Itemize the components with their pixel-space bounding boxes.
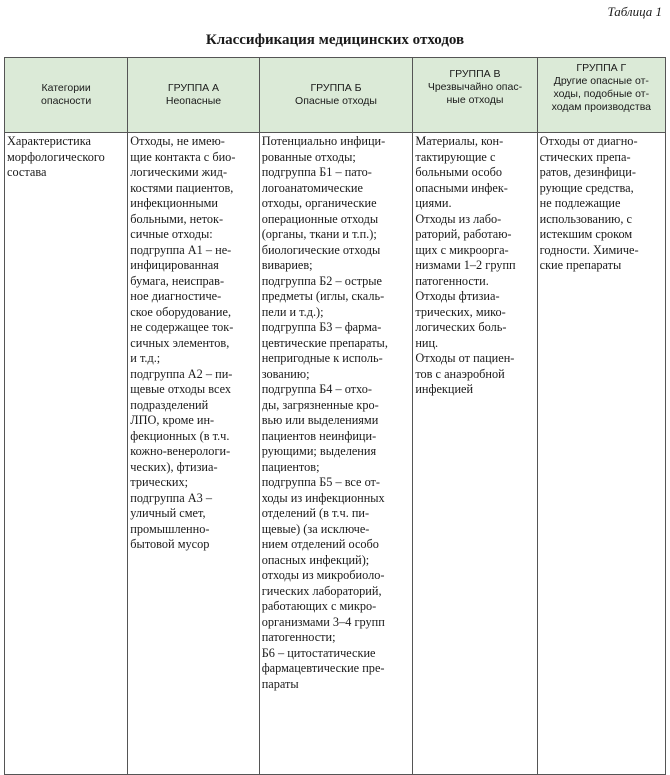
text-line: подгруппа Б3 – фарма- bbox=[261, 320, 382, 334]
text-line: подгруппа А1 – не- bbox=[130, 242, 232, 257]
header-group-v bbox=[413, 58, 537, 133]
text-line: подразделений bbox=[130, 397, 209, 412]
text-line: зованию; bbox=[261, 366, 310, 381]
cell-group-v bbox=[413, 133, 537, 775]
text-line: цевтические препараты, bbox=[261, 335, 388, 350]
table-header-row bbox=[5, 58, 666, 133]
text-line: не содержащее ток- bbox=[130, 320, 234, 334]
text-line: циями. bbox=[415, 196, 452, 210]
text-line: ЛПО, кроме ин- bbox=[130, 413, 215, 427]
text-line: Отходы, не имею- bbox=[130, 134, 225, 148]
text-line: логических боль- bbox=[415, 320, 507, 334]
cell-group-b bbox=[259, 133, 413, 775]
text-line: низмами 1–2 групп bbox=[415, 258, 516, 272]
text-line: Чрезвычайно опас- bbox=[427, 81, 523, 93]
text-line: ходам производства bbox=[551, 101, 652, 113]
text-line: инфицированная bbox=[130, 258, 219, 272]
text-line: пациентов; bbox=[261, 459, 320, 474]
text-line: Характеристика bbox=[7, 134, 91, 148]
header-group-a bbox=[128, 58, 259, 133]
text-line: ды, загрязненные кро- bbox=[261, 397, 379, 412]
text-line: ходы, подобные от- bbox=[553, 88, 650, 100]
text-line: вивариев; bbox=[261, 258, 313, 272]
text-line: подгруппа Б4 – отхо- bbox=[261, 382, 372, 396]
table-title: Классификация медицинских отходов bbox=[205, 32, 465, 48]
text-line: логоанатомические bbox=[261, 180, 363, 195]
text-line: Отходы из лабо- bbox=[415, 211, 502, 226]
text-line: логическими жид- bbox=[130, 165, 228, 179]
text-line: опасности bbox=[41, 95, 92, 107]
text-line: щевые отходы всех bbox=[130, 382, 232, 396]
text-line: больными, неток- bbox=[130, 211, 224, 226]
text-line: ратов, дезинфици- bbox=[539, 165, 636, 179]
text-line: работающих с микро- bbox=[261, 599, 377, 613]
header-group-g bbox=[537, 58, 665, 133]
text-line: промышленно- bbox=[130, 521, 210, 536]
text-line: (органы, ткани и т.п.); bbox=[261, 227, 377, 241]
text-line: ГРУППА А bbox=[167, 82, 220, 94]
header-group-b bbox=[259, 58, 413, 133]
text-line: бытовой мусор bbox=[130, 537, 210, 551]
text-line: фекционных (в т.ч. bbox=[130, 428, 230, 443]
text-line: больными особо bbox=[415, 165, 503, 179]
text-line: Другие опасные от- bbox=[553, 75, 649, 87]
header-categories bbox=[5, 58, 128, 133]
text-line: отходы, органические bbox=[261, 196, 377, 210]
text-line: подгруппа Б1 – пато- bbox=[261, 165, 372, 179]
text-line: вью или выделениями bbox=[261, 413, 379, 427]
text-line: Опасные отходы bbox=[295, 95, 377, 107]
text-line: раторий, работаю- bbox=[415, 227, 512, 241]
text-line: костями пациентов, bbox=[130, 180, 234, 195]
text-line: операционные отходы bbox=[261, 211, 379, 226]
text-line: Материалы, кон- bbox=[415, 134, 504, 148]
text-line: ГРУППА Г bbox=[576, 62, 627, 74]
text-line: ское оборудование, bbox=[130, 304, 232, 319]
text-line: подгруппа А3 – bbox=[130, 490, 213, 505]
text-line: Неопасные bbox=[165, 95, 222, 107]
text-line: щевые) (за исключе- bbox=[261, 521, 370, 536]
cell-category bbox=[5, 133, 128, 775]
text-line: биологические отходы bbox=[261, 242, 381, 257]
text-line: непригодные к исполь- bbox=[261, 351, 383, 365]
text-line: опасными инфек- bbox=[415, 180, 508, 195]
text-line: пели и т.д.); bbox=[261, 304, 324, 319]
text-line: ное диагностиче- bbox=[130, 289, 222, 303]
text-line: морфологического bbox=[7, 149, 105, 164]
text-line: бумага, неисправ- bbox=[130, 273, 225, 288]
text-line: подгруппа Б2 – острые bbox=[261, 273, 383, 288]
text-line: щие контакта с био- bbox=[130, 149, 236, 164]
cell-group-g bbox=[537, 133, 665, 775]
text-line: не подлежащие bbox=[539, 196, 621, 210]
text-line: отходы из микробиоло- bbox=[261, 568, 385, 582]
text-line: годности. Химиче- bbox=[539, 242, 639, 257]
text-line: ческих), фтизиа- bbox=[130, 459, 218, 474]
text-line: Отходы от пациен- bbox=[415, 351, 515, 365]
text-line: параты bbox=[261, 676, 299, 691]
text-line: подгруппа Б5 – все от- bbox=[261, 475, 381, 489]
text-line: рующие средства, bbox=[539, 180, 634, 195]
text-line: кожно-венерологи- bbox=[130, 444, 231, 458]
text-line: гических лабораторий, bbox=[261, 583, 382, 598]
text-line: нием отделений особо bbox=[261, 537, 379, 551]
text-line: предметы (иглы, скаль- bbox=[261, 289, 385, 303]
text-line: Б6 – цитостатические bbox=[261, 645, 376, 660]
text-line: стических препа- bbox=[539, 149, 631, 164]
text-line: рованные отходы; bbox=[261, 149, 356, 164]
table-row bbox=[5, 133, 666, 775]
text-line: сичные отходы: bbox=[130, 227, 213, 241]
text-line: ские препараты bbox=[539, 258, 622, 272]
text-line: ниц. bbox=[415, 335, 439, 350]
text-line: отделений (в т.ч. пи- bbox=[261, 506, 370, 520]
text-line: ные отходы bbox=[446, 94, 504, 106]
text-line: и т.д.; bbox=[130, 351, 161, 365]
text-line: сичных элементов, bbox=[130, 335, 230, 350]
text-line: инфекционными bbox=[130, 196, 218, 210]
text-line: ГРУППА Б bbox=[310, 82, 362, 94]
text-line: состава bbox=[7, 165, 47, 179]
text-line: истекшим сроком bbox=[539, 227, 633, 241]
text-line: организмами 3–4 групп bbox=[261, 614, 385, 629]
text-line: ГРУППА В bbox=[449, 68, 501, 80]
text-line: Потенциально инфици- bbox=[261, 134, 386, 148]
classification-table bbox=[4, 57, 666, 775]
text-line: уличный смет, bbox=[130, 506, 206, 520]
text-line: ходы из инфекционных bbox=[261, 490, 385, 505]
cell-group-a bbox=[128, 133, 259, 775]
text-line: патогенности. bbox=[415, 273, 489, 288]
text-line: Отходы фтизиа- bbox=[415, 289, 500, 303]
text-line: тактирующие с bbox=[415, 149, 496, 164]
text-line: трических; bbox=[130, 475, 189, 489]
text-line: инфекцией bbox=[415, 382, 474, 396]
text-line: использованию, с bbox=[539, 211, 632, 226]
text-line: Категории bbox=[41, 82, 91, 94]
table-number-label: Таблица 1 bbox=[607, 4, 662, 19]
text-line: пациентов неинфици- bbox=[261, 428, 377, 443]
text-line: фармацевтические пре- bbox=[261, 661, 385, 675]
text-line: трических, мико- bbox=[415, 304, 506, 319]
text-line: опасных инфекций); bbox=[261, 552, 370, 567]
text-line: подгруппа А2 – пи- bbox=[130, 366, 233, 381]
text-line: рующими; выделения bbox=[261, 444, 377, 458]
text-line: патогенности; bbox=[261, 630, 336, 644]
text-line: Отходы от диагно- bbox=[539, 134, 638, 148]
text-line: щих с микроорга- bbox=[415, 242, 509, 257]
text-line: тов с анаэробной bbox=[415, 366, 505, 381]
